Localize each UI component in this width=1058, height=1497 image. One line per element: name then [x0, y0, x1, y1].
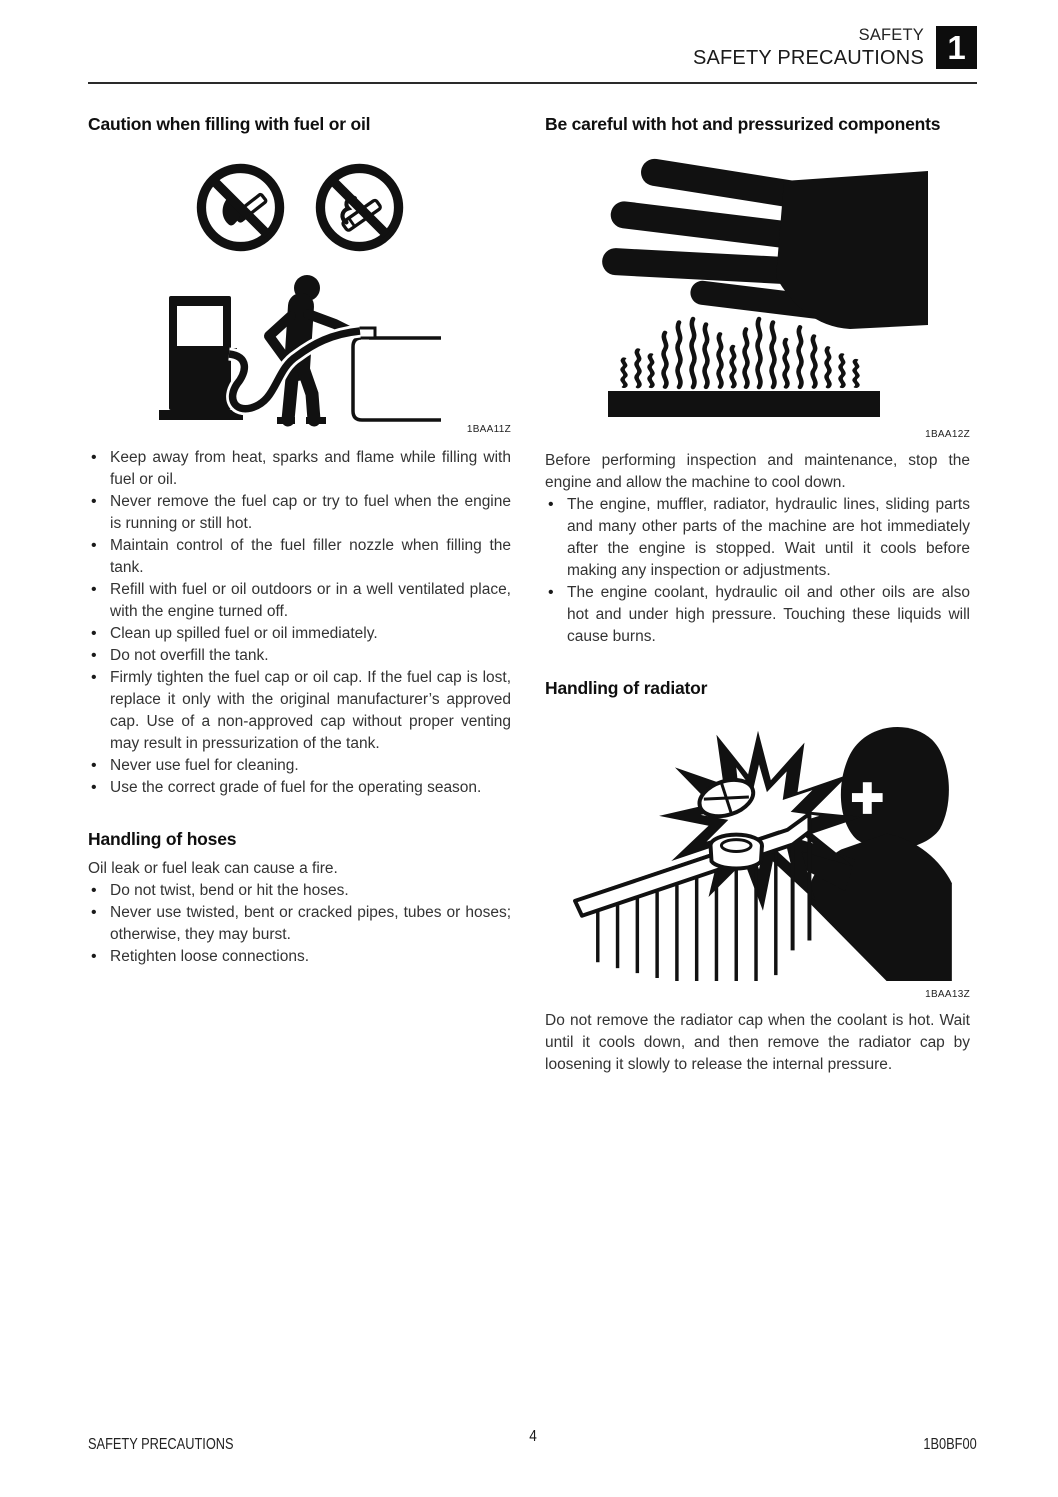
list-item: • Do not twist, bend or hit the hoses.: [88, 880, 511, 902]
list-item: • Never remove the fuel cap or try to fuel when the engine is running or still hot.: [88, 491, 511, 535]
no-smoking-icon: [313, 161, 406, 254]
hot-figure: [545, 157, 970, 440]
header-kicker: SAFETY: [858, 26, 924, 44]
figure-code: 1BAA11Z: [466, 423, 511, 435]
section-heading-hoses: Handling of hoses: [88, 828, 237, 849]
footer-doc-code: 1B0BF00: [923, 1436, 977, 1453]
section-heading-radiator: Handling of radiator: [545, 677, 708, 698]
figure-code: 1BAA13Z: [925, 988, 970, 1000]
no-open-flame-icon: [194, 161, 287, 254]
figure-code: 1BAA12Z: [925, 428, 970, 440]
list-item: • Maintain control of the fuel filler nozzle when filling the tank.: [88, 535, 511, 579]
list-item: • Keep away from heat, sparks and flame while filling with fuel or oil.: [88, 447, 511, 491]
chapter-number-badge: 1: [936, 26, 977, 69]
section-heading-fuel: Caution when filling with fuel or oil: [88, 113, 371, 134]
hot-bullet-list: [545, 494, 970, 648]
header-rule: [88, 82, 977, 84]
list-item: • The engine coolant, hydraulic oil and other oils are also hot and under high pressure. Touching these liquids will cause burns.: [545, 582, 970, 648]
radiator-cap-burst-illustration: [560, 713, 956, 983]
page-header: [88, 26, 977, 70]
list-item: • The engine, muffler, radiator, hydraulic lines, sliding parts and many other parts of the machine are hot immediately after the engine is stopped. Wait until it cools before making any inspection or adjustments.: [545, 494, 970, 582]
radiator-body-text: Do not remove the radiator cap when the coolant is hot. Wait until it cools down, and then remove the radiator cap by loosening it slowly to release the internal pressure.: [545, 1011, 970, 1073]
fueling-illustration: [155, 272, 445, 428]
hot-intro: Before performing inspection and maintenance, stop the engine and allow the machine to cool down.: [545, 451, 970, 491]
list-item: • Retighten loose connections.: [88, 946, 511, 968]
footer-section-title: SAFETY PRECAUTIONS: [88, 1436, 234, 1453]
list-item: • Use the correct grade of fuel for the operating season.: [88, 777, 511, 799]
list-item: • Firmly tighten the fuel cap or oil cap. If the fuel cap is lost, replace it only with the original manufacturer’s approved cap. Use of a non-approved cap without proper venting may result in pressurization of the tank.: [88, 667, 511, 755]
hoses-intro: Oil leak or fuel leak can cause a fire.: [88, 859, 338, 877]
right-column: [545, 114, 970, 1076]
footer-page-number: 4: [528, 1428, 537, 1445]
list-item: • Never use twisted, bent or cracked pipes, tubes or hoses; otherwise, they may burst.: [88, 902, 511, 946]
page-title: SAFETY PRECAUTIONS: [692, 46, 924, 69]
list-item: • Refill with fuel or oil outdoors or in a well ventilated place, with the engine turned off.: [88, 579, 511, 623]
header-text: [693, 26, 924, 70]
list-item: • Never use fuel for cleaning.: [88, 755, 511, 777]
hoses-bullet-list: [88, 880, 511, 968]
prohibition-icons-row: [88, 161, 511, 254]
section-heading-hot: Be careful with hot and pressurized components: [545, 113, 941, 134]
left-column: [88, 114, 511, 1076]
page-footer: [88, 1428, 977, 1452]
list-item: • Do not overfill the tank.: [88, 645, 511, 667]
list-item: • Clean up spilled fuel or oil immediately.: [88, 623, 511, 645]
fuel-bullet-list: [88, 447, 511, 799]
fueling-figure: [88, 272, 511, 435]
radiator-figure: [545, 713, 970, 1000]
hand-over-hot-surface-illustration: [588, 157, 928, 423]
